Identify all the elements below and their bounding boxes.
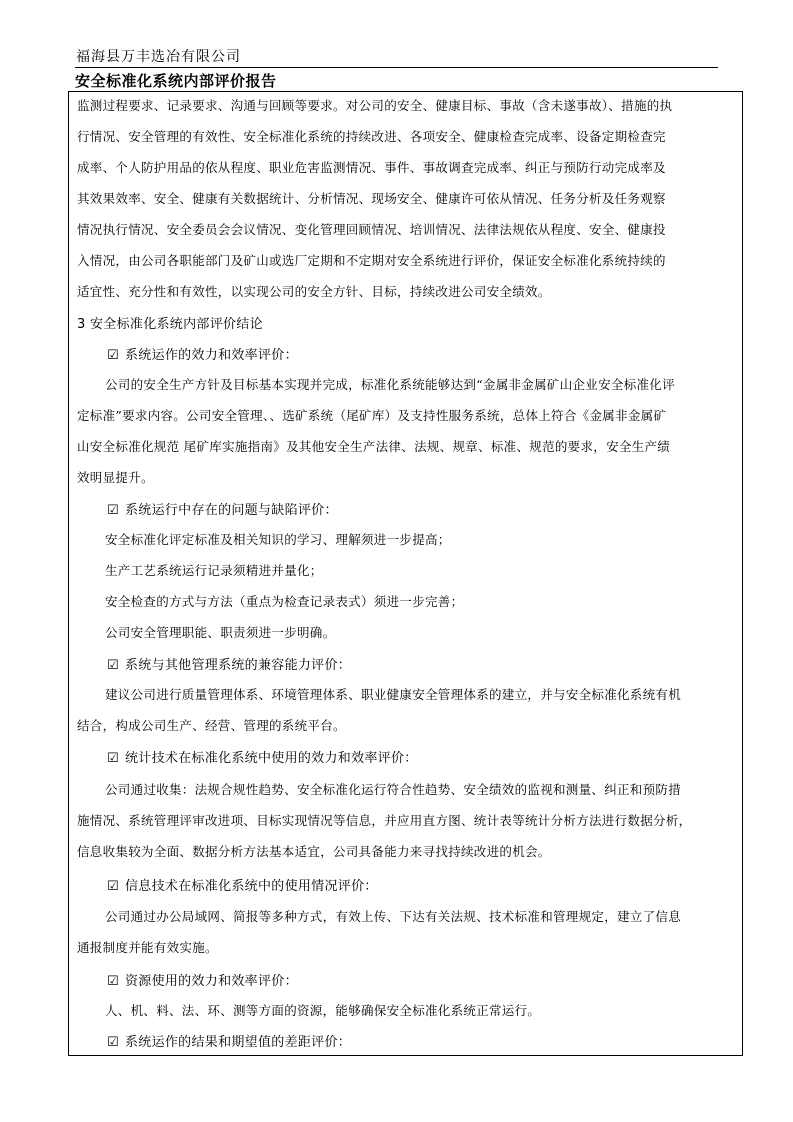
intro-line: 成率、个人防护用品的依从程度、职业危害监测情况、事件、事故调查完成率、纠正与预防行动完成率及	[77, 160, 666, 175]
checkbox-checked-icon: ☑	[107, 1035, 119, 1050]
intro-line: 其效果效率、安全、健康有关数据统计、分析情况、现场安全、健康许可依从情况、任务分析及任务观察	[77, 191, 666, 206]
intro-line: 情况执行情况、安全委员会会议情况、变化管理回顾情况、培训情况、法律法规依从程度、安全、健康投	[77, 222, 666, 237]
item-line: 结合，构成公司生产、经营、管理的系统平台。	[77, 718, 346, 733]
item-line: 安全检查的方式与方法（重点为检查记录表式）须进一步完善；	[105, 594, 464, 609]
item-heading: ☑ 系统与其他管理系统的兼容能力评价：	[107, 658, 352, 673]
intro-line: 监测过程要求、记录要求、沟通与回顾等要求。对公司的安全、健康目标、事故（含未遂事故）、措施的执	[77, 98, 673, 113]
item-heading: ☑ 系统运作的效力和效率评价：	[107, 348, 298, 363]
intro-line: 入情况，由公司各职能部门及矿山或选厂定期和不定期对安全系统进行评价，保证安全标准化系统持续的	[77, 253, 666, 268]
item-line: 定标准”要求内容。公司安全管理、、选矿系统（尾矿库）及支持性服务系统，总体上符合《金属非金属矿	[77, 408, 667, 423]
item-line: 人、机、料、法、环、测等方面的资源，能够确保安全标准化系统正常运行。	[105, 1003, 541, 1018]
item-line: 公司的安全生产方针及目标基本实现并完成，标准化系统能够达到“金属非金属矿山企业安全标准化评	[105, 377, 675, 392]
item-line: 信息收集较为全面、数据分析方法基本适宜，公司具备能力来寻找持续改进的机会。	[77, 844, 551, 859]
report-content-box	[68, 91, 743, 1056]
checkbox-checked-icon: ☑	[107, 503, 119, 518]
item-heading: ☑ 信息技术在标准化系统中的使用情况评价：	[107, 879, 378, 894]
report-title: 安全标准化系统内部评价报告	[75, 72, 277, 90]
item-line: 公司通过办公局域网、简报等多种方式，有效上传、下达有关法规、技术标准和管理规定，建立了信息	[105, 909, 682, 924]
item-heading: ☑ 系统运行中存在的问题与缺陷评价：	[107, 503, 338, 518]
section-heading: 3 安全标准化系统内部评价结论	[77, 317, 263, 332]
header-rule	[75, 67, 718, 68]
intro-line: 行情况、安全管理的有效性、安全标准化系统的持续改进、各项安全、健康检查完成率、设备定期检查完	[77, 129, 666, 144]
item-heading: ☑ 统计技术在标准化系统中使用的效力和效率评价：	[107, 751, 418, 766]
checkbox-checked-icon: ☑	[107, 658, 119, 673]
checkbox-checked-icon: ☑	[107, 348, 119, 363]
item-line: 公司安全管理职能、职责须进一步明确。	[105, 625, 336, 640]
checkbox-checked-icon: ☑	[107, 751, 119, 766]
item-line: 建议公司进行质量管理体系、环境管理体系、职业健康安全管理体系的建立，并与安全标准化系统有机	[105, 687, 682, 702]
item-line: 生产工艺系统运行记录须精进并量化；	[105, 563, 323, 578]
item-line: 山安全标准化规范 尾矿库实施指南》及其他安全生产法律、法规、规章、标准、规范的要求，安全生产绩	[77, 439, 671, 454]
item-line: 公司通过收集：法规合规性趋势、安全标准化运行符合性趋势、安全绩效的监视和测量、纠正和预防措	[105, 782, 682, 797]
item-heading: ☑ 资源使用的效力和效率评价：	[107, 974, 298, 989]
item-heading: ☑ 系统运作的结果和期望值的差距评价：	[107, 1035, 352, 1050]
intro-line: 适宜性、充分性和有效性，以实现公司的安全方针、目标，持续改进公司安全绩效。	[77, 284, 551, 299]
item-line: 安全标准化评定标准及相关知识的学习、理解须进一步提高；	[105, 532, 451, 547]
item-line: 效明显提升。	[77, 470, 154, 485]
item-line: 通报制度并能有效实施。	[77, 940, 218, 955]
company-name: 福海县万丰选冶有限公司	[76, 49, 241, 65]
checkbox-checked-icon: ☑	[107, 879, 119, 894]
item-line: 施情况、系统管理评审改进项、目标实现情况等信息，并应用直方图、统计表等统计分析方法进行数据分析，	[77, 813, 692, 828]
checkbox-checked-icon: ☑	[107, 974, 119, 989]
